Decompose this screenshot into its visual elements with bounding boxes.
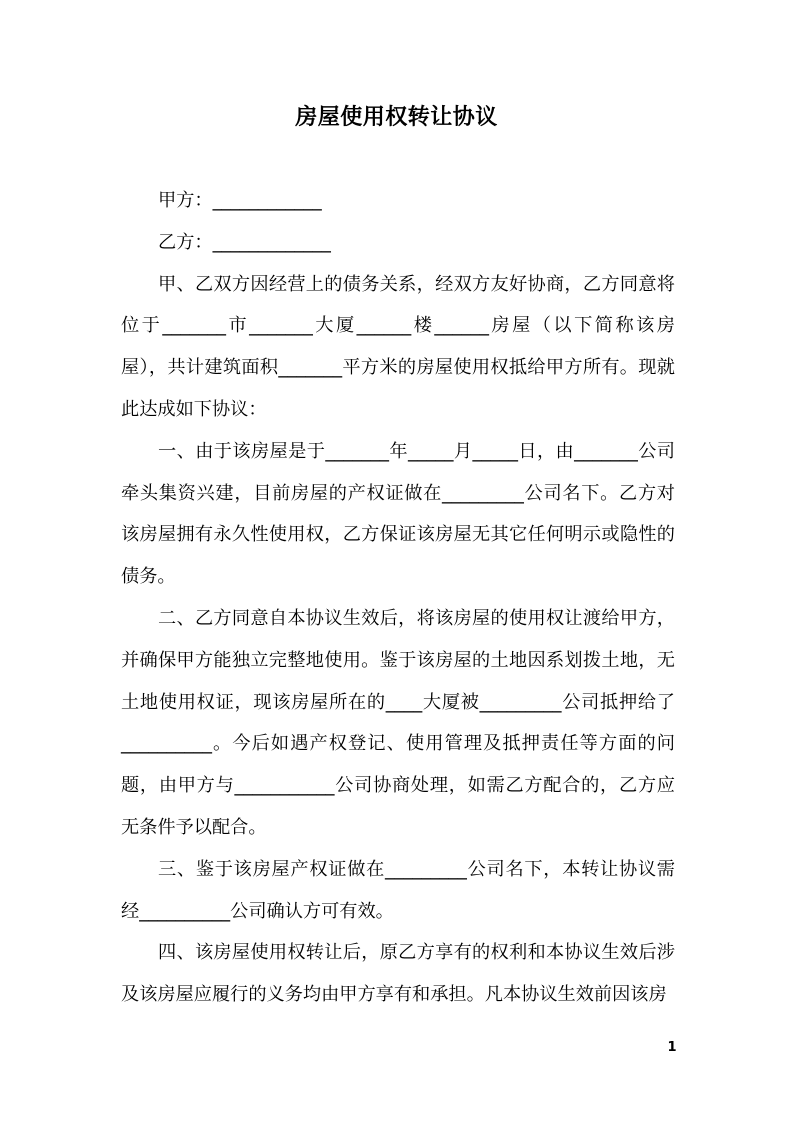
paragraph-clause-2: 二、乙方同意自本协议生效后，将该房屋的使用权让渡给甲方，并确保甲方能独立完整地使用。鉴于该房屋的土地因系划拨土地，无土地使用权证，现该房屋所在的____大厦被_________公司抵押给了__________。今后如遇产权登记、使用管理及抵押责任等方面的问题，由甲方与___________公司协商处理，如需乙方配合的，乙方应无条件予以配合。 — [121, 607, 675, 838]
paragraph-clause-4: 四、该房屋使用权转让后，原乙方享有的权利和本协议生效后涉及该房屋应履行的义务均由甲方享有和承担。凡本协议生效前因该房 — [121, 942, 675, 1006]
document-title: 房屋使用权转让协议 — [295, 105, 498, 130]
document-body — [121, 180, 675, 1016]
paragraph-intro: 甲、乙双方因经营上的债务关系，经双方友好协商，乙方同意将位于_______市_______大厦______楼______房屋（以下简称该房屋），共计建筑面积_______平方米的房屋使用权抵给甲方所有。现就此达成如下协议： — [121, 273, 675, 420]
party-a-line: 甲方：____________ — [158, 190, 322, 211]
paragraph-clause-3: 三、鉴于该房屋产权证做在_________公司名下，本转让协议需经__________公司确认方可有效。 — [121, 858, 675, 922]
party-b-line: 乙方：_____________ — [158, 231, 331, 253]
page-number: 1 — [667, 1040, 677, 1055]
paragraph-clause-1: 一、由于该房屋是于_______年_____月_____日，由_______公司牵头集资兴建，目前房屋的产权证做在_________公司名下。乙方对该房屋拥有永久性使用权，乙方保证该房屋无其它任何明示或隐性的债务。 — [121, 440, 675, 588]
